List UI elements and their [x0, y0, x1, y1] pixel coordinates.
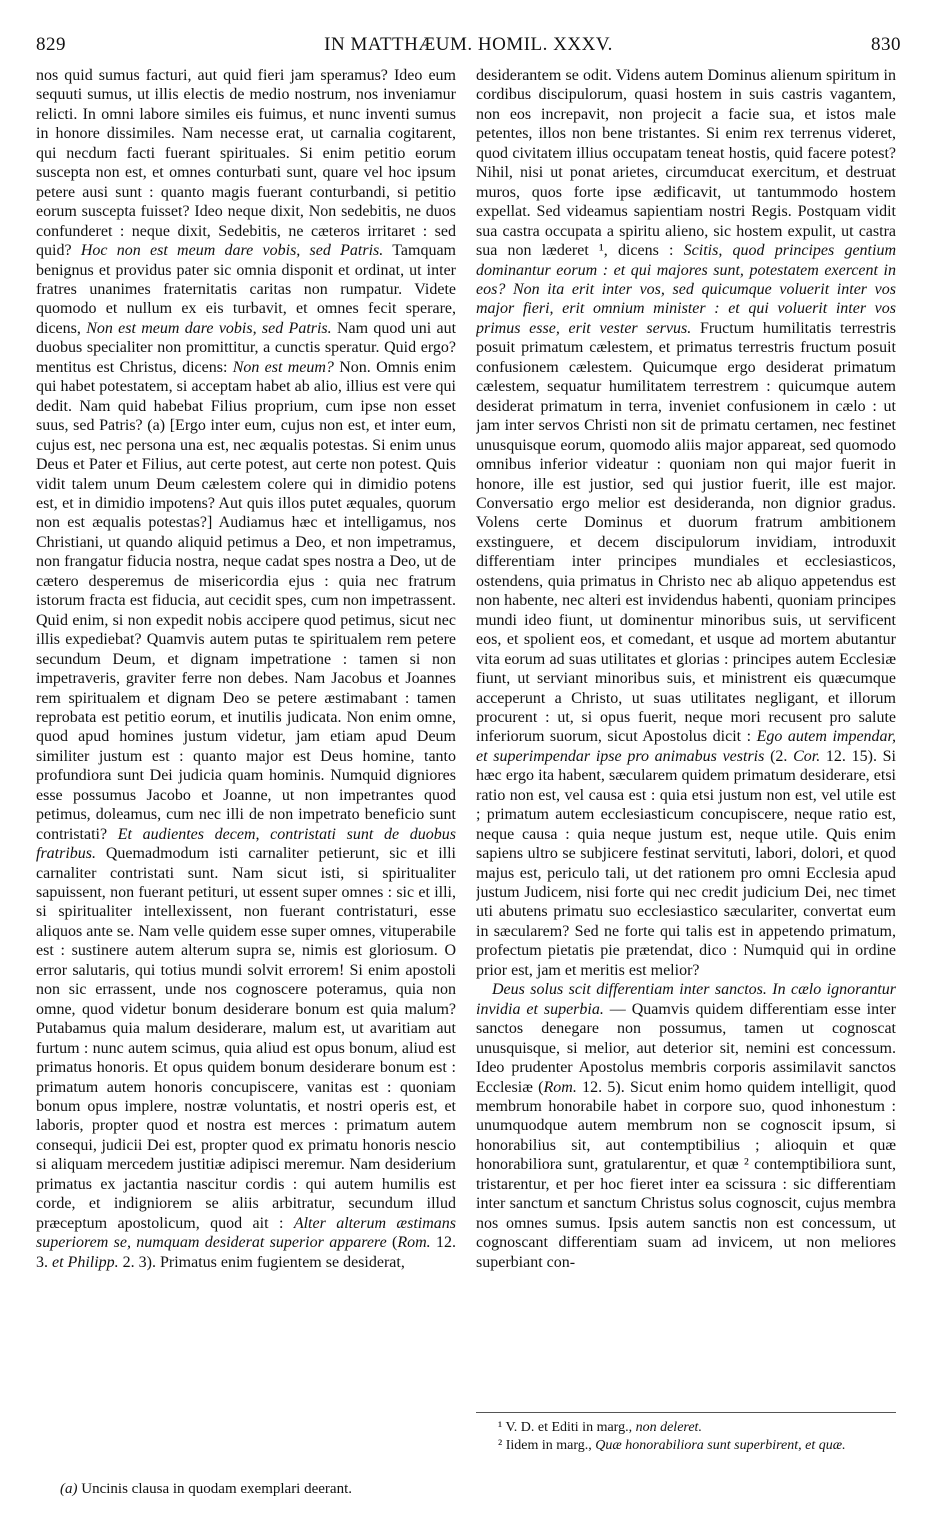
footnote-1: ¹ V. D. et Editi in marg., non deleret.: [498, 1420, 702, 1435]
footnote-2: ² Iidem in marg., Quæ honorabiliora sunt superbirent, et quæ.: [498, 1437, 846, 1453]
page-number-left: 829: [36, 34, 66, 55]
footnote-a: (a) Uncinis clausa in quodam exemplari deerant.: [60, 1481, 352, 1497]
right-paragraph: desiderantem se odit. Videns autem Dominus alienum spiritum in cordibus discipulorum, quasi hostem in suis castris vagantem, non eos increpavit, non projecit a facie sua, et istos male petentes, illos non bene tristantes. Si enim rex terrenus videret, quod civitatem illius occupatam teneat hostis, quid facere potest? Nihil, nisi ut ponat arietes, circumducat exercitum, et destruat muros, quos forte ipse ædificavit, ut tantummodo hostem expellat. Sed videamus sapientiam nostri Regis. Postquam vidit sua castra occupata a spiritu alieno, sic hostem expulit, ut castra sua non læderet ¹, dicens : Scitis, quod principes gentium dominantur eorum : et qui majores sunt, potestatem exercent in eos? Non ita erit inter vos, sed quicumque voluerit inter vos major fieri, erit omnium minister : et qui voluerit inter vos primus esse, erit vester servus. Fructum humilitatis terrestris posuit primatum cælestem, et primatus terrestris fructum posuit confusionem cælestem. Quicumque ergo desiderat primatum cælestem, sequatur humilitatem terrestrem : quicumque autem desiderat primatum in terra, inveniet confusionem in cælo : ut jam inter servos Christi non sit de primatu certamen, nec festinet unusquisque eorum, quomodo aliis major appareat, sed quomodo omnibus inferior videatur : quoniam non qui major fuerit in honore, ille est justior, sed qui justior fuerit, ille est major. Conversatio ergo melior est desideranda, non dignior gradus. Volens certe Dominus et duorum fratrum ambitionem exstinguere, et decem discipulorum invidiam, introduxit differentiam inter principes mundiales et ecclesiasticos, ostendens, quia primatus in Christo nec ab aliquo appetendus est non habente, nec alteri est invidendus habenti, quoniam principes mundi ideo fiunt, ut dominentur minoribus suis, ut servificent eos, et spolient eos, et comedant, et usque ad mortem abutantur vita eorum ad suas utilitates et glorias : principes autem Ecclesiæ fiunt, ut serviant minoribus suis, et ministrent eis quæcumque acceperunt a Christo, ut suas utilitates negligant, et illorum procurent : ut, si opus fuerit, neque mori recusent pro salute inferiorum suorum, sicut Apostolus dicit : Ego autem impendar, et superimpendar ipse pro animabus vestris (2. Cor. 12. 15). Si hæc ergo ita habent, sæcularem quidem primatum desiderare, etsi ratio non est, vel causa est : quia etsi justum non est, vel utile est ; primatum autem ecclesiasticum concupiscere, neque ratio est, neque causa : quia neque justum est, neque utile. Quis enim sapiens ultro se subjicere festinat servituti, labori, dolori, et quod majus est, periculo tali, ut det rationem pro omni Ecclesia apud justum Judicem, nisi forte qui nec credit judicium Dei, nec timet uti abutens primatu suo ecclesiastico sæculariter, convertat eum in sæcularem? Sed ne forte qui talis est in appetendo primatum, profectum pietatis pie prætendat, dico : Numquid qui in ordine prior est, jam et meritis est melior?: [476, 67, 896, 979]
right-paragraph-section: Deus solus scit differentiam inter sanctos. In cælo ignorantur invidia et superbia. — Quamvis quidem differentiam esse inter sanctos denegare non possumus, tamen ut cognoscat unusquisque, si melior, aut deterior sit, nemini est concessum. Ideo prudenter Apostolus membris corporis assimilavit sanctos Ecclesiæ (Rom. 12. 5). Sicut enim homo quidem intelligit, quod membrum honorabile habet in corpore suo, quod inhonestum : unumquodque autem membrum non se cognoscit ipsum, si honorabilius sit, aut contemptibilius ; alioquin et quæ honorabiliora sunt, gratularentur, et quæ ² contemptibiliora sunt, tristarentur, et per hoc fieret inter ea scissura : sic differentiam inter sanctum et sanctum Christus solus cognoscit, cujus membra nos omnes sumus. Ipsis autem sanctis non est concessum, ut cognoscant differentiam suam ad invicem, ut non meliores superbiant con-: [476, 981, 896, 1271]
running-title: IN MATTHÆUM. HOMIL. XXXV.: [324, 34, 613, 55]
left-text-column: [36, 66, 456, 1458]
section-heading: Deus solus scit differentiam inter sanctos. In cælo ignorantur invidia et superbia.: [476, 981, 896, 1018]
left-paragraph: nos quid sumus facturi, aut quid fieri jam speramus? Ideo eum sequuti sumus, ut illis electis de medio nostrum, nos inveniamur relicti. In omni labore similes eis fuimus, et nunc inventi sumus in honore dissimiles. Nam necesse erat, ut carnalia cogitarent, qui necdum facti fuerant spirituales. Si enim petitio eorum suscepta non est, et omnes conturbati sunt, quare vel hoc ipsum petere ausi sunt : quanto magis fuerant conturbandi, si petitio eorum suscepta fuisset? Ideo neque dixit, Non sedebitis, ne duos confunderet : neque dixit, Sedebitis, ne cæteros irritaret : sed quid? Hoc non est meum dare vobis, sed Patris. Tamquam benignus et providus pater sic omnia disponit et ordinat, ut inter fratres unanimes fraternitatis caritas non rumpatur. Videte quomodo et nullum ex eis turbavit, et omnes fecit sperare, dicens, Non est meum dare vobis, sed Patris. Nam quod uni aut duobus specialiter non promittitur, a cunctis speratur. Quid ergo? mentitus est Christus, dicens: Non est meum? Non. Omnis enim qui habet potestatem, si acceptam habet ab alio, illius est vere qui dedit. Nam quid habebat Filius proprium, cum ipse non esset suus, sed Patris? (a) [Ergo inter eum, cujus non est, et inter eum, cujus est, nec persona una est, nec æqualis potestas. Si enim unus Deus et Pater et Filius, aut certe potest, aut certe non potest. Quis vidit talem unum Deum cælestem colere qui in dimidio potens est, et in dimidio impotens? Aut quis illos putet æquales, quorum non est æqualis potestas?] Audiamus hæc et intelligamus, nos Christiani, ut quando aliquid petimus a Deo, et non impetramus, non frangatur fiducia nostra, neque cadat spes nostra a Deo, ut de cætero desperemus de misericordia ejus : quia nec fratrum istorum fracta est fiducia, aut cecidit spes, cum non impetrassent. Quid enim, si non expedit nobis accipere quod petimus, sicut nec illis expediebat? Quamvis autem putas te spiritualem rem petere secundum Deum, et dignam impetratione : tamen si non impetraveris, graviter ferre non debes. Nam Jacobus et Joannes rem spiritualem et dignam Deo se petere æstimabant : tamen reprobata est petitio eorum, et inutilis judicata. Non enim omne, quod apud homines justum videtur, jam etiam apud Deum similiter justum est : quanto major est Deus homine, tanto profundiora sunt Dei judicia quam hominis. Numquid digniores esse possumus Jacobo et Joanne, ut non impetrantes quod petimus, doleamus, cum nec illi de non impetrato beneficio sunt contristati? Et audientes decem, contristati sunt de duobus fratribus. Quemadmodum isti carnaliter petierunt, sic et illi carnaliter contristati sunt. Nam sicut isti, si spiritualiter sapuissent, non fuerant petituri, ut essent super omnes : sic et illi, si spiritualiter intellexissent, non fuerant contristaturi, esse aliquos ante se. Nam velle quidem esse super omnes, vituperabile est : sustinere autem alterum supra se, nimis est gloriosum. O error salutaris, qui totius mundi solvit errorem! Si enim apostoli non sic errassent, unde nos cognoscere poteramus, quia non omne, quod videtur bonum desiderare bonum est quia malum? Putabamus quia malum desiderare, malum est, ut avaritiam aut furtum : nunc autem scimus, quia aliud est opus bonum, aliud est primatus honoris. Et opus quidem bonum desiderare bonum est : primatum autem honoris concupiscere, vanitas est : quoniam bonum opus implere, nostræ voluntatis, et nostri operis est, et laboris, propter quod et nostra est merces : primatum autem consequi, judicii Dei est, propter quod ex primatu honoris nescio si aliquam mercedem justitiæ adipisci meremur. Nam desiderium primatus ex jactantia nascitur cordis : qui autem humilis est corde, et indigniorem se aliis arbitratur, secundum illud præceptum apostolicum, quod ait : Alter alterum æstimans superiorem se, numquam desiderat superior apparere (Rom. 12. 3. et Philipp. 2. 3). Primatus enim fugientem se desiderat,: [36, 67, 456, 1271]
page-number-right: 830: [871, 34, 901, 55]
footnotes-right: [476, 1412, 896, 1454]
running-header: [36, 34, 901, 62]
right-text-column: [476, 66, 896, 1396]
